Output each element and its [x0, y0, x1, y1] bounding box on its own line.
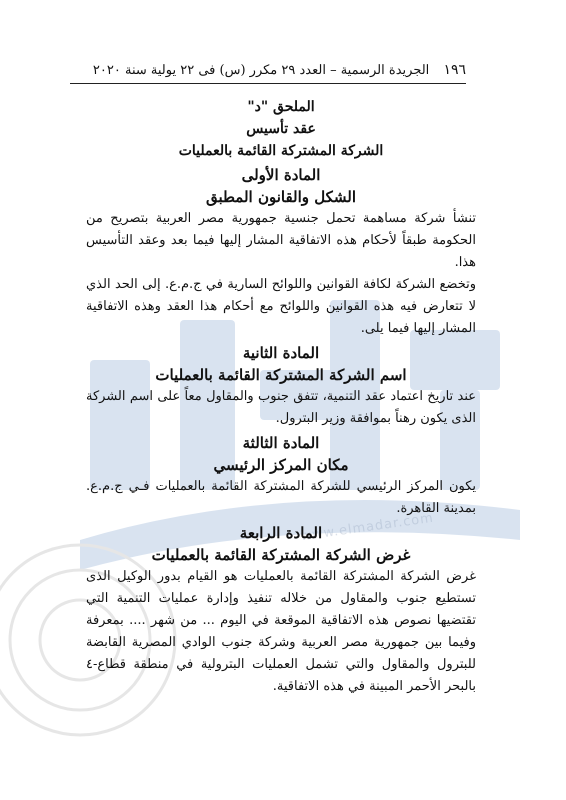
- article-title: المادة الرابعة: [239, 524, 323, 542]
- article-heading: غرض الشركة المشتركة القائمة بالعمليات: [151, 546, 411, 564]
- article-heading: الشكل والقانون المطبق: [205, 188, 357, 206]
- article-paragraph: وتخضع الشركة لكافة القوانين واللوائح السارية في ج.م.ع. إلى الحد الذي لا تتعارض فيه هذه القوانين واللوائح مع أحكام هذا العقد وهذه الاتفاقية المشار إليها فيما يلى.: [86, 277, 476, 336]
- company-title: الشركة المشتركة القائمة بالعمليات: [178, 143, 384, 159]
- article-title: المادة الثانية: [242, 344, 320, 362]
- annex-label: الملحق "د": [247, 99, 315, 115]
- article-heading: مكان المركز الرئيسي: [213, 456, 349, 474]
- page-number: ١٩٦: [443, 62, 466, 78]
- article-title: المادة الأولى: [241, 166, 321, 184]
- document-subtitle: عقد تأسيس: [246, 121, 316, 137]
- watermark-url: www.elmadar.com: [299, 510, 435, 545]
- article-paragraph: تنشأ شركة مساهمة تحمل جنسية جمهورية مصر العربية بتصريح من الحكومة طبقاً لأحكام هذه الاتفاقية المشار إليها فيما بعد وعقد التأسيس هذا.: [86, 211, 476, 270]
- article-heading: اسم الشركة المشتركة القائمة بالعمليات: [155, 366, 407, 384]
- document-body: [86, 96, 476, 698]
- header-rule: [70, 83, 466, 84]
- article-2: [86, 342, 476, 430]
- running-header: [70, 62, 466, 78]
- article-paragraph: عند تاريخ اعتماد عقد التنمية، تتفق جنوب والمقاول معاً على اسم الشركة الذى يكون رهناً بموافقة وزير البترول.: [86, 389, 476, 426]
- article-3: [86, 432, 476, 520]
- article-title: المادة الثالثة: [242, 434, 320, 452]
- article-1: [86, 164, 476, 340]
- running-title: الجريدة الرسمية – العدد ٢٩ مكرر (س) فى ٢٢ يولية سنة ٢٠٢٠: [92, 63, 430, 78]
- article-paragraph: غرض الشركة المشتركة القائمة بالعمليات هو القيام بدور الوكيل الذى تستطيع جنوب والمقاول من خلاله تنفيذ وإدارة عمليات التنمية التي تقتضيها نصوص هذه الاتفاقية الموقعة في اليوم ... من شهر .... بمعرفة وفيما بين جمهورية مصر العربية وشركة جنوب الوادي المصرية القابضة للبترول والمقاول والتي تشمل العمليات البترولية في منطقة قطاع-٤ بالبحر الأحمر المبينة في هذه الاتفاقية.: [86, 569, 477, 694]
- article-4: [86, 522, 476, 698]
- article-paragraph: يكون المركز الرئيسي للشركة المشتركة القائمة بالعمليات فـي ج.م.ع. بمدينة القاهرة.: [86, 479, 476, 516]
